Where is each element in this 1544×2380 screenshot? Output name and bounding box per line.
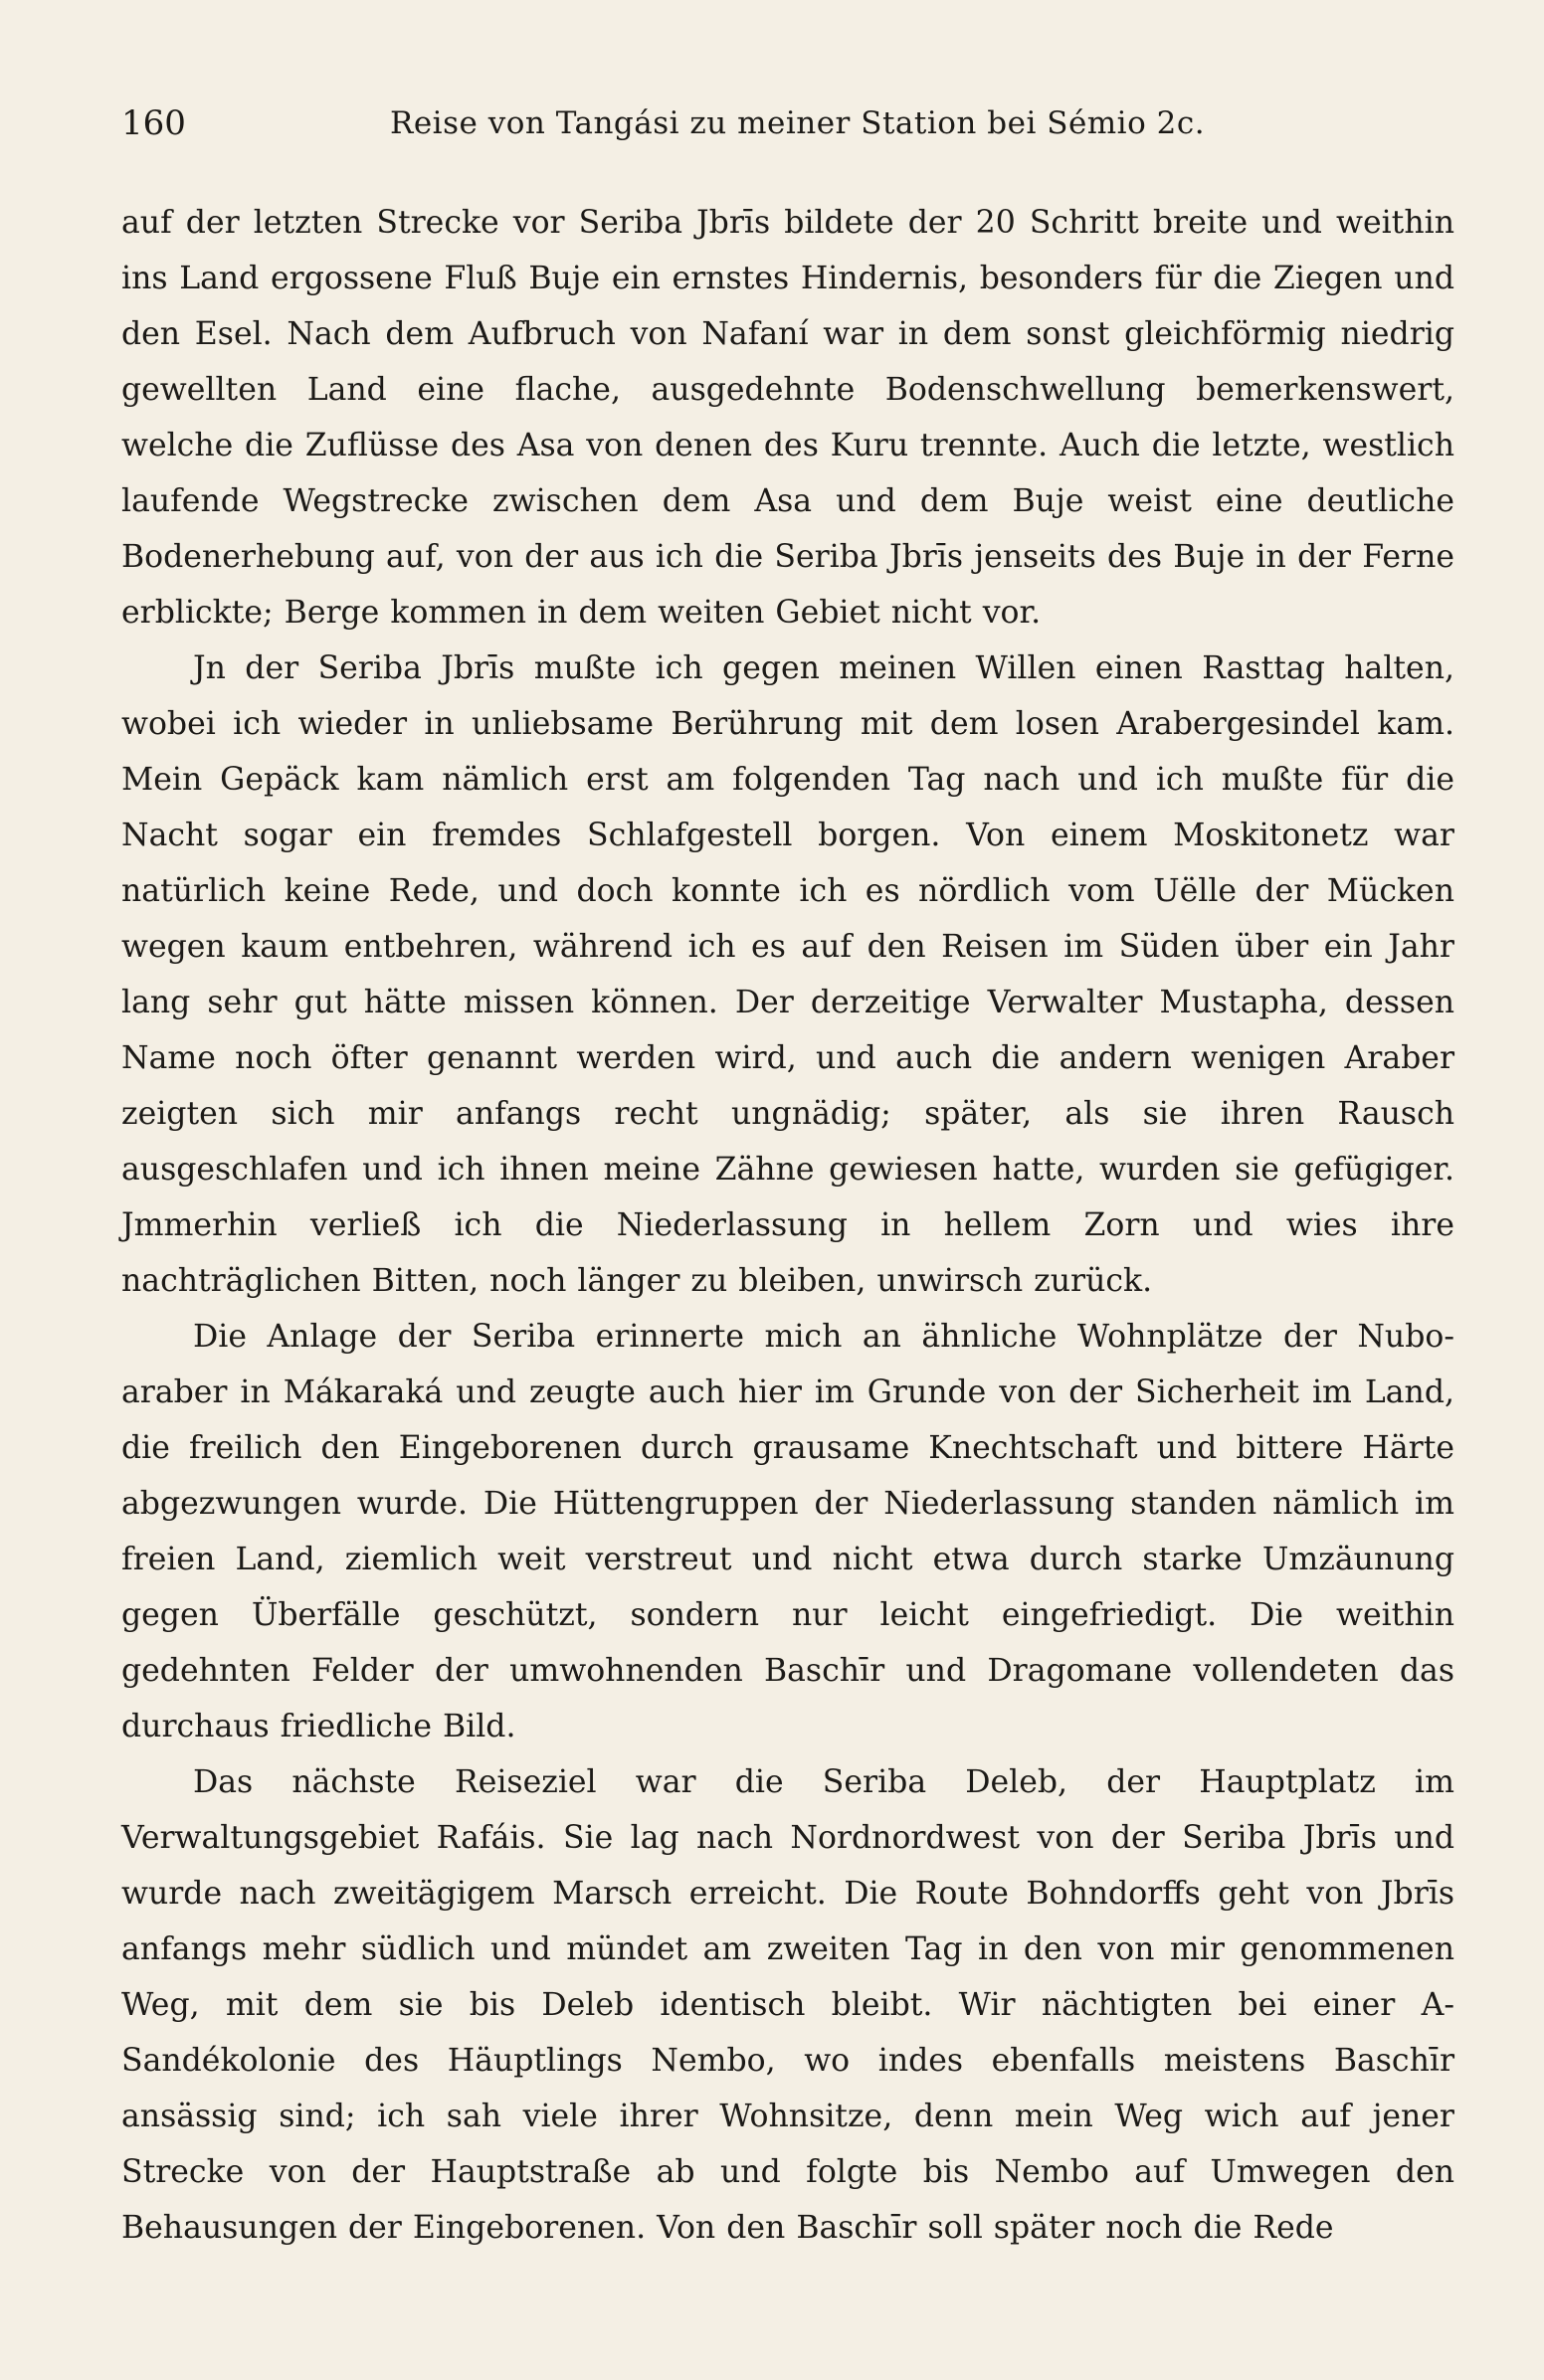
page-header: [121, 95, 1454, 151]
paragraph-4: Das nächste Reiseziel war die Seriba Deleb, der Hauptplatz im Verwaltungsgebiet Rafáis. Sie lag nach Nordnordwest von der Seriba Jbrīs und wurde nach zweitägigem Marsch erreicht. Die Route Bohndorffs geht von Jbrīs anfangs mehr südlich und mündet am zweiten Tag in den von mir genommenen Weg, mit dem sie bis Deleb identisch bleibt. Wir nächtigten bei einer A-Sandékolonie des Häuptlings Nembo, wo indes ebenfalls meistens Baschīr ansässig sind; ich sah viele ihrer Wohnsitze, denn mein Weg wich auf jener Strecke von der Hauptstraße ab und folgte bis Nembo auf Umwegen den Behausungen der Eingeborenen. Von den Baschīr soll später noch die Rede: [121, 1764, 1454, 2246]
paragraph-3: Die Anlage der Seriba erinnerte mich an ähnliche Wohnplätze der Nubo-araber in Mákaraká und zeugte auch hier im Grunde von der Sicherheit im Land, die freilich den Eingeborenen durch grausame Knechtschaft und bittere Härte abgezwungen wurde. Die Hüttengruppen der Niederlassung standen nämlich im freien Land, ziemlich weit verstreut und nicht etwa durch starke Umzäunung gegen Überfälle geschützt, sondern nur leicht eingefriedigt. Die weithin gedehnten Felder der umwohnenden Baschīr und Dragomane vollendeten das durchaus friedliche Bild.: [121, 1319, 1454, 1744]
paragraph-2: Jn der Seriba Jbrīs mußte ich gegen meinen Willen einen Rasttag halten, wobei ich wieder in unliebsame Berührung mit dem losen Arabergesindel kam. Mein Gepäck kam nämlich erst am folgenden Tag nach und ich mußte für die Nacht sogar ein fremdes Schlafgestell borgen. Von einem Moskitonetz war natürlich keine Rede, und doch konnte ich es nördlich vom Uëlle der Mücken wegen kaum entbehren, während ich es auf den Reisen im Süden über ein Jahr lang sehr gut hätte missen können. Der derzeitige Verwalter Mustapha, dessen Name noch öfter genannt werden wird, und auch die andern wenigen Araber zeigten sich mir anfangs recht ungnädig; später, als sie ihren Rausch ausgeschlafen und ich ihnen meine Zähne gewiesen hatte, wurden sie gefügiger. Jmmerhin verließ ich die Niederlassung in hellem Zorn und wies ihre nachträglichen Bitten, noch länger zu bleiben, unwirsch zurück.: [121, 650, 1454, 1299]
running-title: Reise von Tangási zu meiner Station bei Sémio 2c.: [390, 105, 1206, 141]
body-text: [121, 195, 1454, 2256]
page-number: 160: [121, 103, 186, 143]
paragraph-1: auf der letzten Strecke vor Seriba Jbrīs bildete der 20 Schritt breite und weithin ins Land ergossene Fluß Buje ein ernstes Hindernis, besonders für die Ziegen und den Esel. Nach dem Aufbruch von Nafaní war in dem sonst gleichförmig niedrig gewellten Land eine flache, ausgedehnte Bodenschwellung bemerkenswert, welche die Zuflüsse des Asa von denen des Kuru trennte. Auch die letzte, westlich laufende Wegstrecke zwischen dem Asa und dem Buje weist eine deutliche Bodenerhebung auf, von der aus ich die Seriba Jbrīs jenseits des Buje in der Ferne erblickte; Berge kommen in dem weiten Gebiet nicht vor.: [121, 205, 1454, 631]
